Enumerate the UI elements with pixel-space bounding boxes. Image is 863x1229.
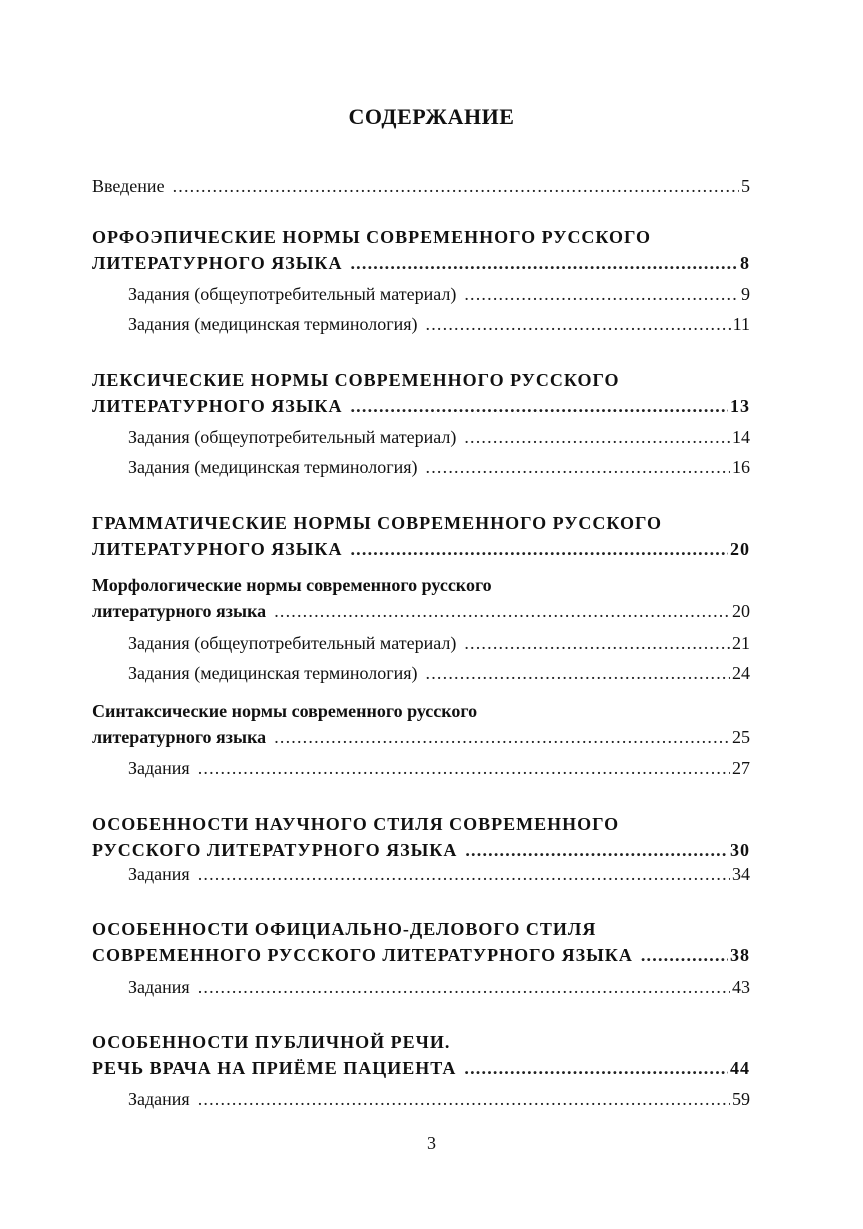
toc-subsection-title: Морфологические нормы современного русского	[92, 575, 492, 595]
toc-section[interactable]	[92, 510, 750, 562]
leader-dots	[350, 250, 738, 276]
toc-entry[interactable]	[128, 311, 750, 337]
toc-entry-page: 21	[732, 633, 750, 653]
toc-entry[interactable]	[128, 630, 750, 656]
toc-entry[interactable]	[128, 861, 750, 887]
toc-entry-text: Задания (общеупотребительный материал)	[128, 633, 457, 653]
toc-section[interactable]	[92, 224, 750, 276]
toc-section[interactable]	[92, 1029, 750, 1081]
leader-dots	[464, 1055, 728, 1081]
leader-dots	[464, 281, 739, 307]
toc-subsection[interactable]	[92, 572, 750, 624]
leader-dots	[274, 724, 730, 750]
toc-entry-text: Задания (медицинская терминология)	[128, 457, 418, 477]
toc-section-title: ОСОБЕННОСТИ ПУБЛИЧНОЙ РЕЧИ.	[92, 1032, 451, 1052]
toc-entry-page: 59	[732, 1089, 750, 1109]
leader-dots	[350, 536, 728, 562]
toc-entry-page: 11	[732, 314, 750, 334]
leader-dots	[350, 393, 728, 419]
leader-dots	[464, 424, 730, 450]
page-number: 3	[427, 1133, 436, 1153]
leader-dots	[198, 755, 730, 781]
leader-dots	[198, 861, 730, 887]
toc-subsection[interactable]	[92, 698, 750, 750]
toc-entry-text: Задания	[128, 864, 190, 884]
toc-entry[interactable]	[92, 173, 750, 199]
toc-entry-text: Задания (общеупотребительный материал)	[128, 284, 457, 304]
toc-entry-page: 8	[740, 253, 750, 273]
toc-entry-page: 43	[732, 977, 750, 997]
toc-entry-text: Задания	[128, 1089, 190, 1109]
toc-entry-text: ЛИТЕРАТУРНОГО ЯЗЫКА	[92, 539, 343, 559]
toc-entry-page: 14	[732, 427, 750, 447]
leader-dots	[198, 1086, 730, 1112]
toc-entry-page: 16	[732, 457, 750, 477]
toc-entry-text: литературного языка	[92, 727, 267, 747]
toc-entry-page: 24	[732, 663, 750, 683]
toc-entry-text: Задания (общеупотребительный материал)	[128, 427, 457, 447]
toc-entry-text: Задания (медицинская терминология)	[128, 314, 418, 334]
toc-section-title: ЛЕКСИЧЕСКИЕ НОРМЫ СОВРЕМЕННОГО РУССКОГО	[92, 370, 620, 390]
toc-section[interactable]	[92, 367, 750, 419]
leader-dots	[274, 598, 730, 624]
toc-entry-text: Задания (медицинская терминология)	[128, 663, 418, 683]
toc-entry[interactable]	[128, 755, 750, 781]
toc-section-title: ОРФОЭПИЧЕСКИЕ НОРМЫ СОВРЕМЕННОГО РУССКОГО	[92, 227, 652, 247]
toc-entry[interactable]	[128, 1086, 750, 1112]
leader-dots	[426, 660, 730, 686]
toc-entry[interactable]	[128, 281, 750, 307]
toc-entry-text: Введение	[92, 176, 165, 196]
toc-entry[interactable]	[128, 974, 750, 1000]
toc-entry-page: 5	[741, 176, 750, 196]
toc-entry-page: 20	[732, 601, 750, 621]
page-title: СОДЕРЖАНИЕ	[348, 104, 515, 129]
toc-subsection-title: Синтаксические нормы современного русского	[92, 701, 478, 721]
toc-entry-page: 44	[730, 1058, 750, 1078]
leader-dots	[426, 454, 730, 480]
toc-entry[interactable]	[128, 454, 750, 480]
toc-section-title: ОСОБЕННОСТИ ОФИЦИАЛЬНО-ДЕЛОВОГО СТИЛЯ	[92, 919, 597, 939]
leader-dots	[464, 630, 730, 656]
toc-section[interactable]	[92, 916, 750, 968]
toc-section[interactable]	[92, 811, 750, 863]
leader-dots	[198, 974, 730, 1000]
toc-entry-text: ЛИТЕРАТУРНОГО ЯЗЫКА	[92, 396, 343, 416]
toc-entry-page: 30	[730, 840, 750, 860]
toc-entry-text: литературного языка	[92, 601, 267, 621]
toc-entry-page: 20	[730, 539, 750, 559]
toc-entry[interactable]	[128, 660, 750, 686]
leader-dots	[426, 311, 731, 337]
toc-entry-text: ЛИТЕРАТУРНОГО ЯЗЫКА	[92, 253, 343, 273]
toc-entry-text: Задания	[128, 977, 190, 997]
toc-entry-text: РЕЧЬ ВРАЧА НА ПРИЁМЕ ПАЦИЕНТА	[92, 1058, 457, 1078]
toc-entry-text: РУССКОГО ЛИТЕРАТУРНОГО ЯЗЫКА	[92, 840, 458, 860]
toc-entry-page: 13	[730, 396, 750, 416]
toc-entry-page: 34	[732, 864, 750, 884]
toc-entry-page: 27	[732, 758, 750, 778]
leader-dots	[641, 942, 728, 968]
toc-entry-text: Задания	[128, 758, 190, 778]
toc-section-title: ОСОБЕННОСТИ НАУЧНОГО СТИЛЯ СОВРЕМЕННОГО	[92, 814, 620, 834]
toc-entry-page: 38	[730, 945, 750, 965]
leader-dots	[173, 173, 739, 199]
toc-entry[interactable]	[128, 424, 750, 450]
toc-entry-text: СОВРЕМЕННОГО РУССКОГО ЛИТЕРАТУРНОГО ЯЗЫКА	[92, 945, 633, 965]
toc-section-title: ГРАММАТИЧЕСКИЕ НОРМЫ СОВРЕМЕННОГО РУССКОГО	[92, 513, 663, 533]
leader-dots	[465, 837, 728, 863]
toc-entry-page: 25	[732, 727, 750, 747]
toc-entry-page: 9	[741, 284, 750, 304]
